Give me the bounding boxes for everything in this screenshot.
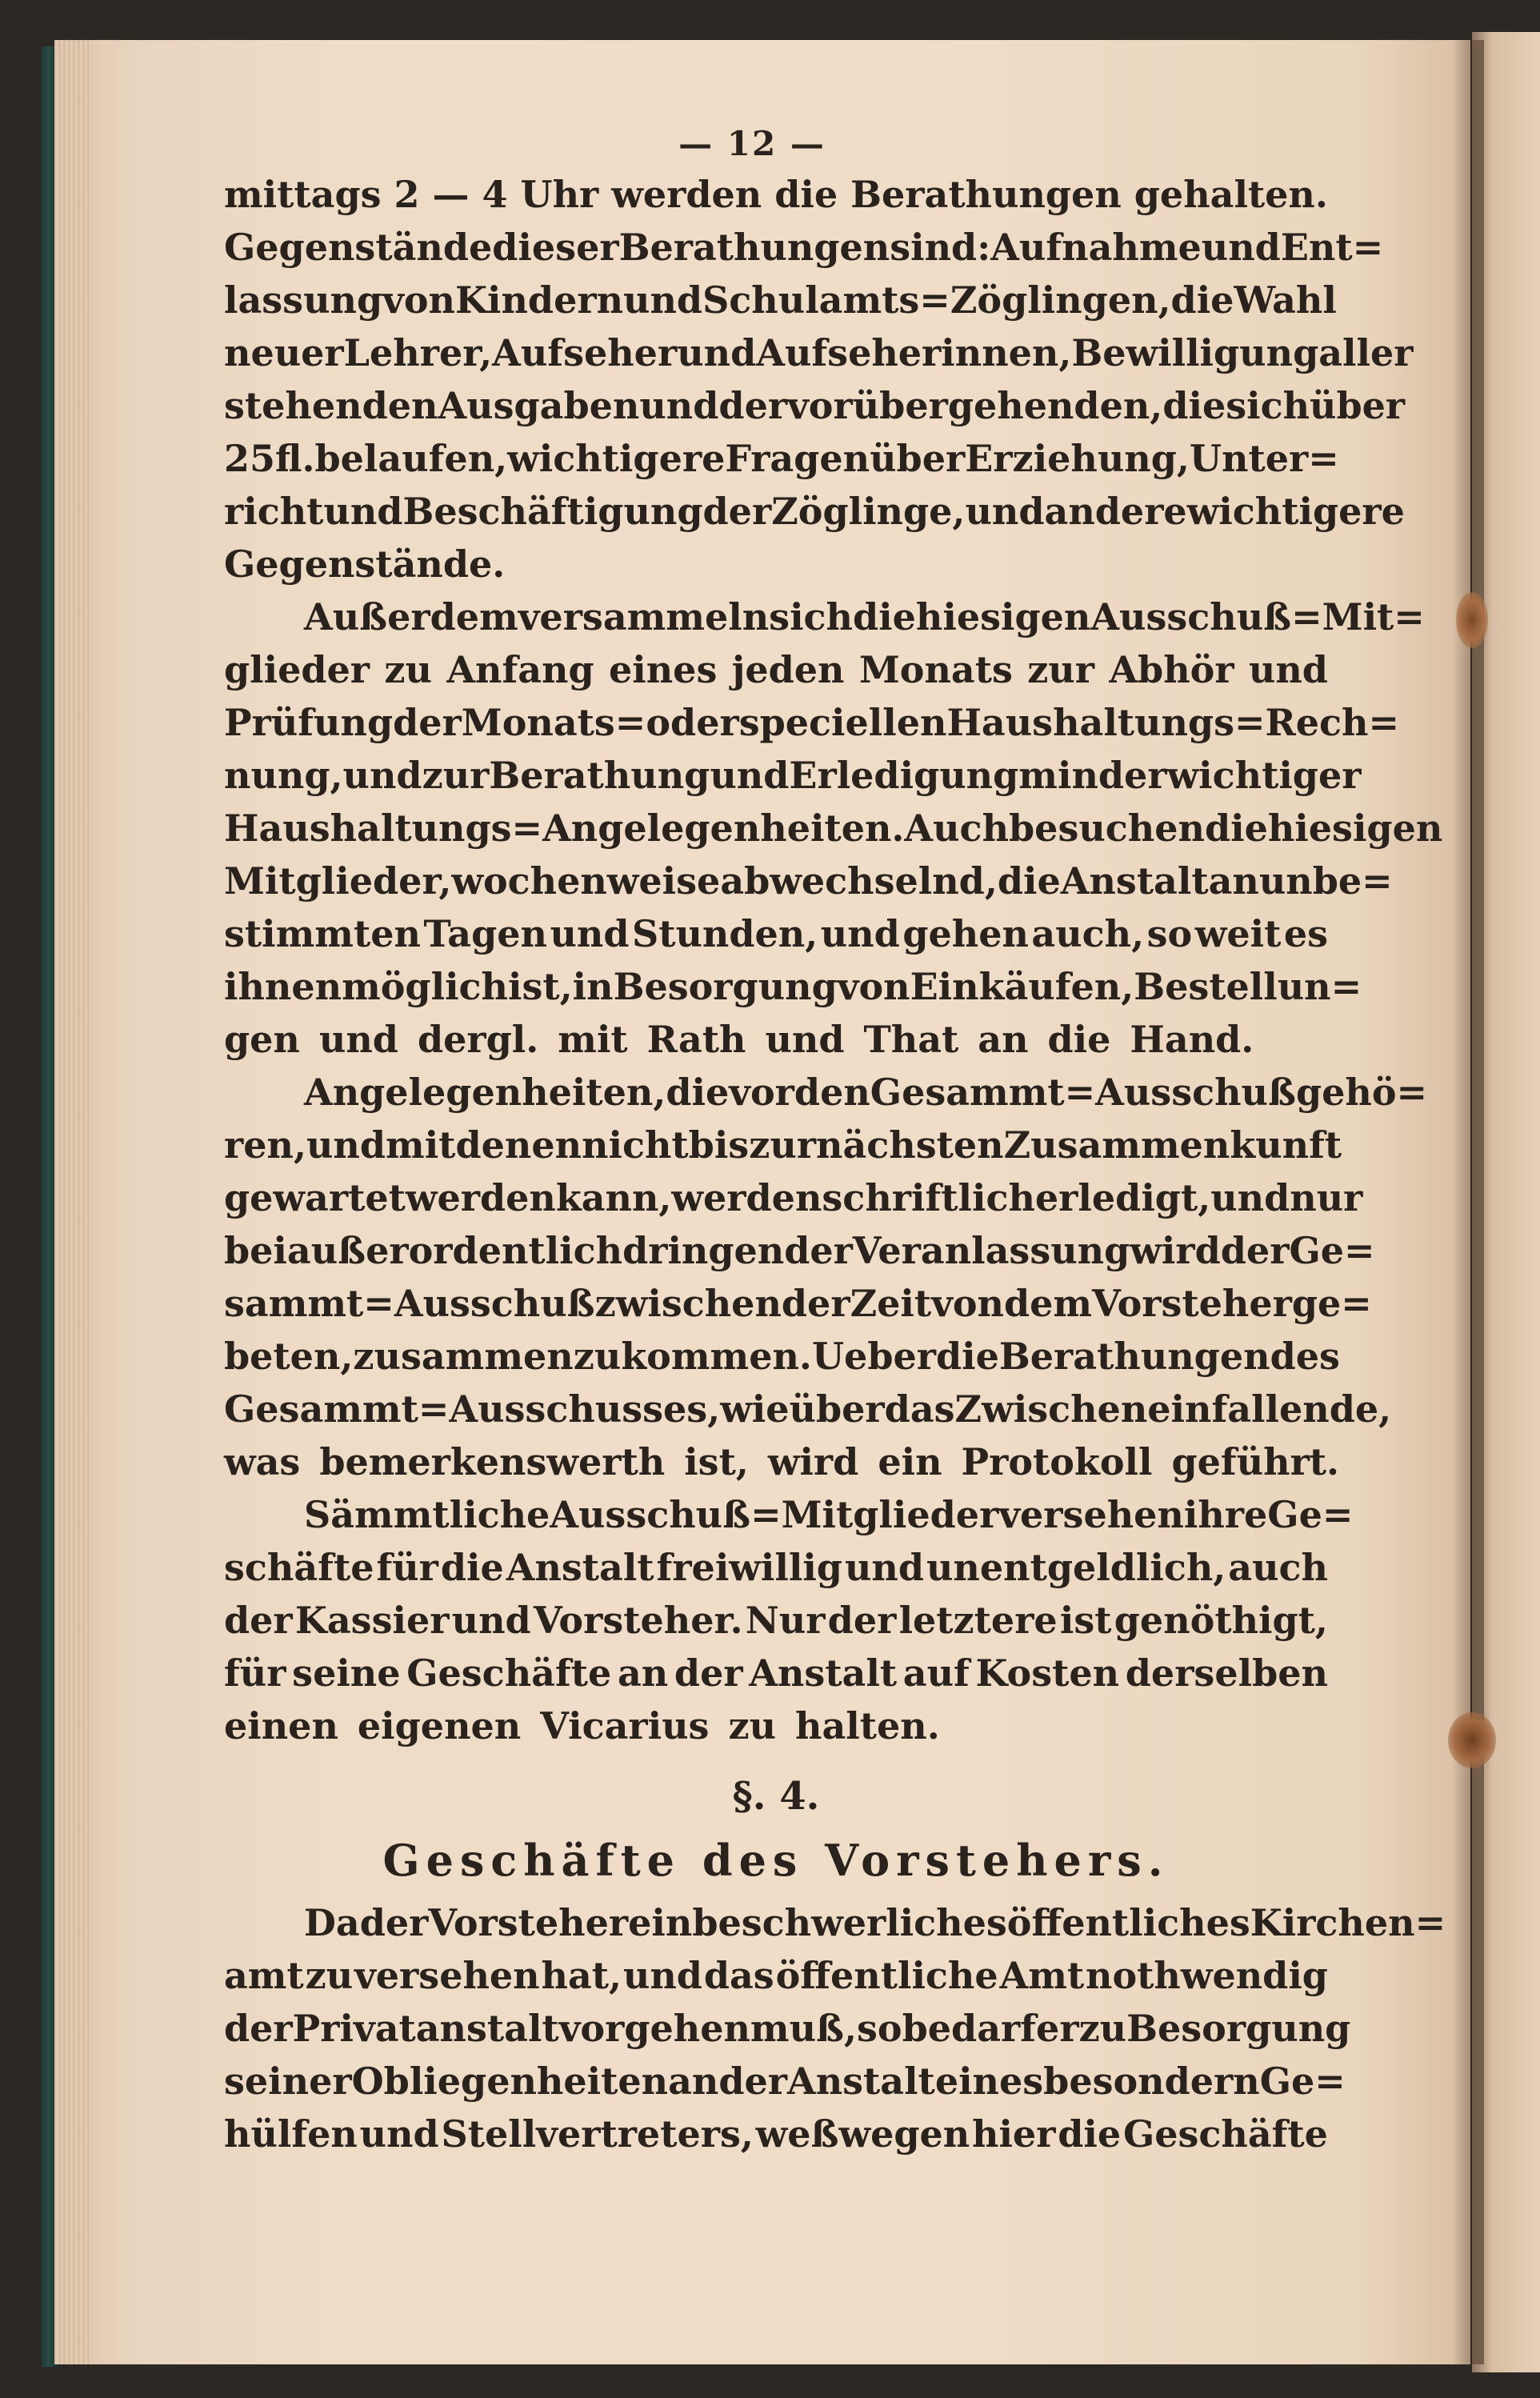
foxing-stain xyxy=(1448,1712,1496,1768)
text-line: Prüfung der Monats= oder speciellen Haushaltungs=Rech= xyxy=(224,701,1400,744)
text-line: schäfte für die Anstalt freiwillig und unentgeldlich, auch xyxy=(224,1546,1328,1589)
text-line: gen und dergl. mit Rath und That an die Hand. xyxy=(224,1018,1254,1061)
text-line: der Kassier und Vorsteher. Nur der letztere ist genöthigt, xyxy=(224,1599,1328,1642)
text-line: für seine Geschäfte an der Anstalt auf Kosten derselben xyxy=(224,1651,1328,1695)
foxing-stain xyxy=(1456,592,1488,648)
text-line: Da der Vorsteher ein beschwerliches öffentliches Kirchen= xyxy=(304,1901,1446,1944)
text-line: was bemerkenswerth ist, wird ein Protokoll geführt. xyxy=(224,1440,1340,1483)
text-line: glieder zu Anfang eines jeden Monats zur Abhör und xyxy=(224,648,1328,691)
text-line: Angelegenheiten, die vor den Gesammt=Ausschuß gehö= xyxy=(304,1071,1428,1114)
text-line: der Privatanstalt vorgehen muß, so bedarf er zu Besorgung xyxy=(224,2007,1351,2050)
text-line: hülfen und Stellvertreters, weßwegen hier die Geschäfte xyxy=(224,2112,1328,2156)
text-line: beten, zusammen zu kommen. Ueber die Berathungen des xyxy=(224,1335,1340,1378)
text-line: lassung von Kindern und Schulamts=Zöglingen, die Wahl xyxy=(224,278,1337,322)
text-line: Außerdem versammeln sich die hiesigen Ausschuß=Mit= xyxy=(304,595,1425,639)
page-text xyxy=(224,120,1446,2160)
text-line: Gegenstände. xyxy=(224,542,506,586)
section-title: Geschäfte des Vorstehers. xyxy=(382,1835,1170,1886)
text-line: ren, und mit denen nicht bis zur nächsten Zusammenkunft xyxy=(224,1123,1342,1167)
paragraphs-after-section xyxy=(224,1896,1446,2160)
text-line: Mitglieder, wochenweise abwechselnd, die Anstalt an unbe= xyxy=(224,859,1393,903)
text-line: sammt=Ausschuß zwischen der Zeit von dem Vorsteher ge= xyxy=(224,1282,1372,1325)
text-line: nung, und zur Berathung und Erledigung minder wichtiger xyxy=(224,754,1362,797)
text-line: stimmten Tagen und Stunden, und gehen auch, so weit es xyxy=(224,912,1328,955)
page-gutter-shadow xyxy=(1452,40,1484,2364)
text-line: Gegenstände dieser Berathungen sind: Aufnahme und Ent= xyxy=(224,226,1384,269)
text-line: gewartet werden kann, werden schriftlich erledigt, und nur xyxy=(224,1176,1363,1219)
page-number-header: — 12 — xyxy=(678,124,826,163)
section-number: §. 4. xyxy=(732,1774,820,1819)
page-edges xyxy=(54,40,93,2364)
text-line: amt zu versehen hat, und das öffentliche Amt nothwendig xyxy=(224,1954,1328,1997)
text-line: neuer Lehrer, Aufseher und Aufseherinnen, Bewilligung aller xyxy=(224,331,1414,374)
text-line: stehenden Ausgaben und der vorübergehenden, die sich über xyxy=(224,384,1406,427)
text-line: richt und Beschäftigung der Zöglinge, und andere wichtigere xyxy=(224,490,1405,533)
text-line: seiner Obliegenheiten an der Anstalt eines besondern Ge= xyxy=(224,2060,1346,2103)
text-line: Gesammt=Ausschusses, wie über das Zwischeneinfallende, xyxy=(224,1387,1392,1431)
text-line: ihnen möglich ist, in Besorgung von Einkäufen, Bestellun= xyxy=(224,965,1362,1008)
text-line: mittags 2 — 4 Uhr werden die Berathungen gehalten. xyxy=(224,173,1328,216)
text-line: einen eigenen Vicarius zu halten. xyxy=(224,1704,940,1747)
paragraphs-before-section xyxy=(224,168,1443,1752)
text-line: Haushaltungs=Angelegenheiten. Auch besuchen die hiesigen xyxy=(224,807,1443,850)
text-line: bei außerordentlich dringender Veranlassung wird der Ge= xyxy=(224,1229,1375,1272)
text-line: Sämmtliche Ausschuß=Mitglieder versehen ihre Ge= xyxy=(304,1493,1354,1536)
text-line: 25 fl. belaufen, wichtigere Fragen über Erziehung, Unter= xyxy=(224,437,1339,480)
